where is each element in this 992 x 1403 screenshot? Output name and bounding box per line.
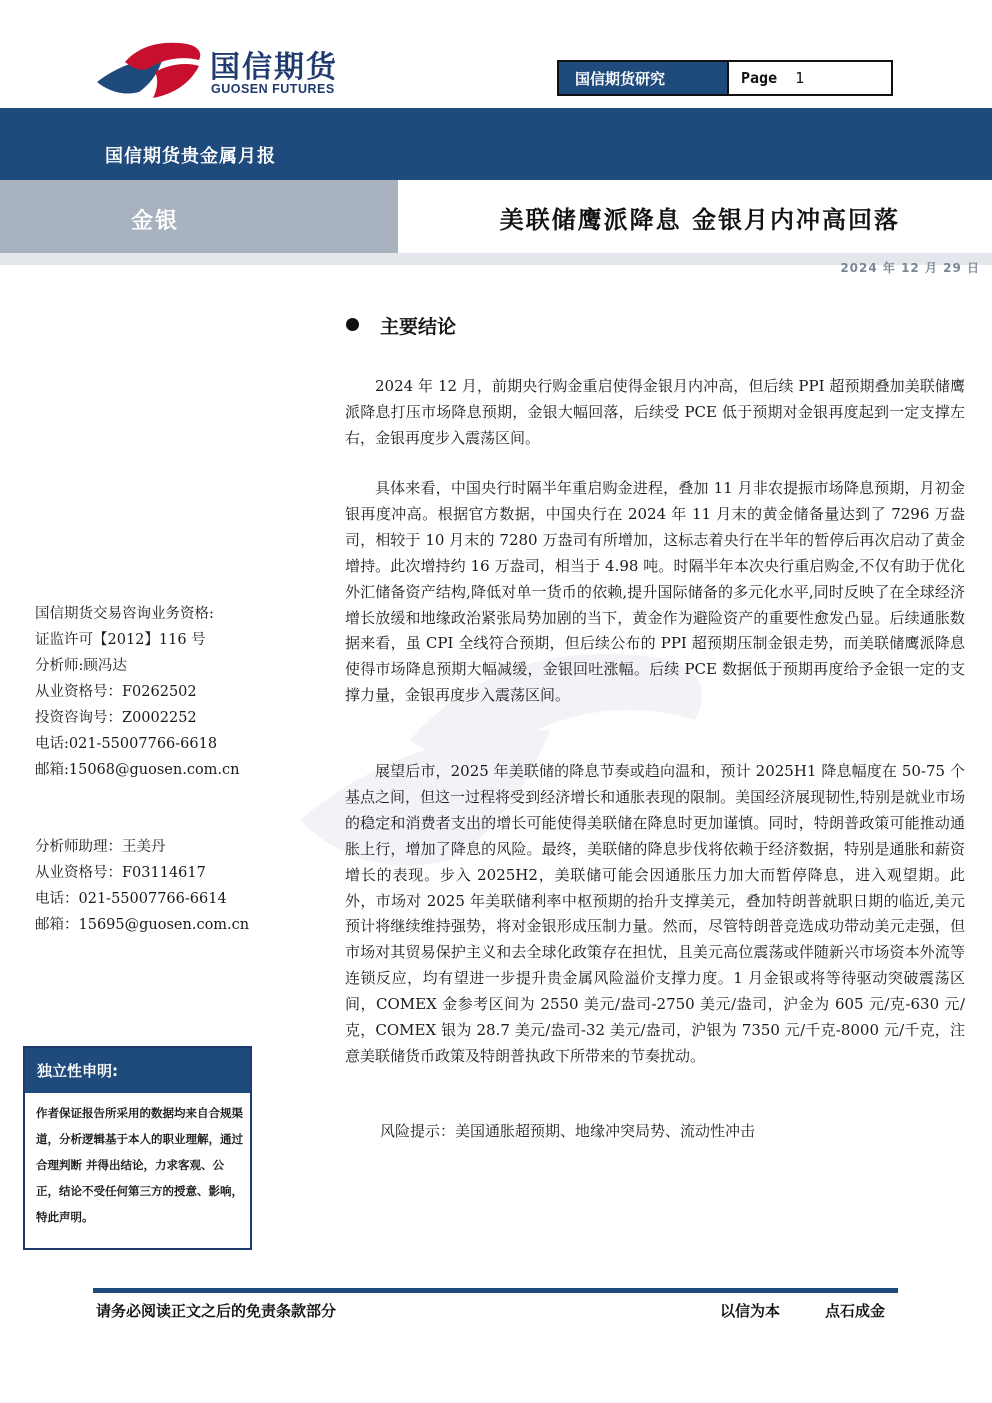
footer-motto-1: 以信为本 [720,1302,781,1320]
brand-name-en: GUOSEN FUTURES [211,82,335,96]
paragraph [345,759,965,1070]
assistant-name: 分析师助理：王美丹 [35,839,166,855]
page-number-box [727,62,891,94]
paragraph-text: 2024 年 12 月，前期央行购金重启使得金银月内冲高，但后续 PPI 超预期叠加美联储鹰派降息打压市场降息预期，金银大幅回落，后续受 PCE 低于预期对金银再度起到一定支撑左右，金银再度步入震荡区间。 [345,377,965,447]
paragraph-text: 展望后市，2025 年美联储的降息节奏或趋向温和，预计 2025H1 降息幅度在 50-75 个基点之间，但这一过程将受到经济增长和通胀表现的限制。美国经济展现韧性,特别是就业市场的稳定和消费者支出的增长可能使得美联储在降息时更加谨慎。同时，特朗普政策可能推动通胀上行，增加了降息的风险。最终，美联储的降息步伐将依赖于经济数据，特别是通胀和薪资增长的表现。步入 2025H2，美联储可能会因通胀压力加大而暂停降息，进入观望期。此外，市场对 2025 年美联储利率中枢预期的抬升支撑美元，叠加特朗普就职日期的临近,美元预计将继续维持强势，将对金银形成压制力量。然而，尽管特朗普竞选成功带动美元走强，但市场对其贸易保护主义和去全球化政策存在担忧，且美元高位震荡或伴随新兴市场资本外流等连锁反应，均有望进一步提升贵金属风险溢价支撑力度。1 月金银或将等待驱动突破震荡区间，COMEX 金参考区间为 2550 美元/盎司-2750 美元/盎司，沪金为 605 元/克-630 元/克，COMEX 银为 28.7 美元/盎司-32 美元/盎司，沪银为 7350 元/千克-8000 元/千克，注意美联储货币政策及特朗普执政下所带来的节奏扰动。 [345,762,965,1065]
paragraph-text: 具体来看，中国央行时隔半年重启购金进程，叠加 11 月非农提振市场降息预期，月初金银再度冲高。根据官方数据，中国央行在 2024 年 11 月末的黄金储备量达到了 7296 万盎司，相较于 10 月末的 7280 万盎司有所增加，这标志着央行在半年的暂停后再次启动了黄金增持。此次增持约 16 万盎司，相当于 4.98 吨。时隔半年本次央行重启购金,不仅有助于优化外汇储备资产结构,降低对单一货币的依赖,提升国际储备的多元化水平,同时反映了在全球经济增长放缓和地缘政治紧张局势加剧的当下，黄金作为避险资产的重要性愈发凸显。后续通胀数据来看，虽 CPI 全线符合预期，但后续公布的 PPI 超预期压制金银走势，而美联储鹰派降息使得市场降息预期大幅减缓，金银回吐涨幅。后续 PCE 数据低于预期再度给予金银一定的支撑力量，金银再度步入震荡区间。 [345,479,965,705]
paragraph [345,476,965,709]
research-label: 国信期货研究 [559,62,727,94]
category-banner [0,180,398,253]
analyst-name: 分析师:顾冯达 [35,658,127,674]
page-title: 美联储鹰派降息 金银月内冲高回落 [499,205,900,234]
risk-warning: 风险提示：美国通胀超预期、地缘冲突局势、流动性冲击 [380,1122,756,1140]
footer-divider [93,1288,898,1293]
paragraph [345,374,965,452]
page-number: 1 [795,69,805,87]
assistant-qualification: 从业资格号：F03114617 [35,865,206,881]
guosen-logo-icon [95,38,205,100]
independence-text: 作者保证报告所采用的数据均来自合规渠道，分析逻辑基于本人的职业理解，通过合理判断 并得出结论，力求客观、公正，结论不受任何第三方的授意、影响，特此声明。 [36,1106,243,1224]
independence-title: 独立性申明: [25,1048,250,1093]
report-type: 国信期货贵金属月报 [105,146,276,167]
qualification-number: 从业资格号：F0262502 [35,684,197,700]
report-date: 2024 年 12 月 29 日 [840,261,980,275]
footer-disclaimer: 请务必阅读正文之后的免责条款部分 [96,1302,337,1320]
assistant-phone: 电话：021-55007766-6614 [35,891,227,907]
page-label: Page [741,69,778,87]
analyst-info [35,601,275,783]
brand-name-cn: 国信期货 [210,50,338,85]
page-indicator [557,60,893,96]
category-label: 金银 [131,209,180,234]
consulting-number: 投资咨询号：Z0002252 [35,710,197,726]
license-number: 证监许可【2012】116 号 [35,632,206,648]
assistant-info [35,834,275,938]
analyst-phone: 电话:021-55007766-6618 [35,736,218,752]
license-label: 国信期货交易咨询业务资格: [35,606,214,622]
analyst-email: 邮箱:15068@guosen.com.cn [35,762,240,778]
assistant-email: 邮箱：15695@guosen.com.cn [35,917,250,933]
section-title: 主要结论 [380,316,457,338]
footer-motto-2: 点石成金 [825,1302,886,1320]
section-bullet-icon [346,318,359,331]
